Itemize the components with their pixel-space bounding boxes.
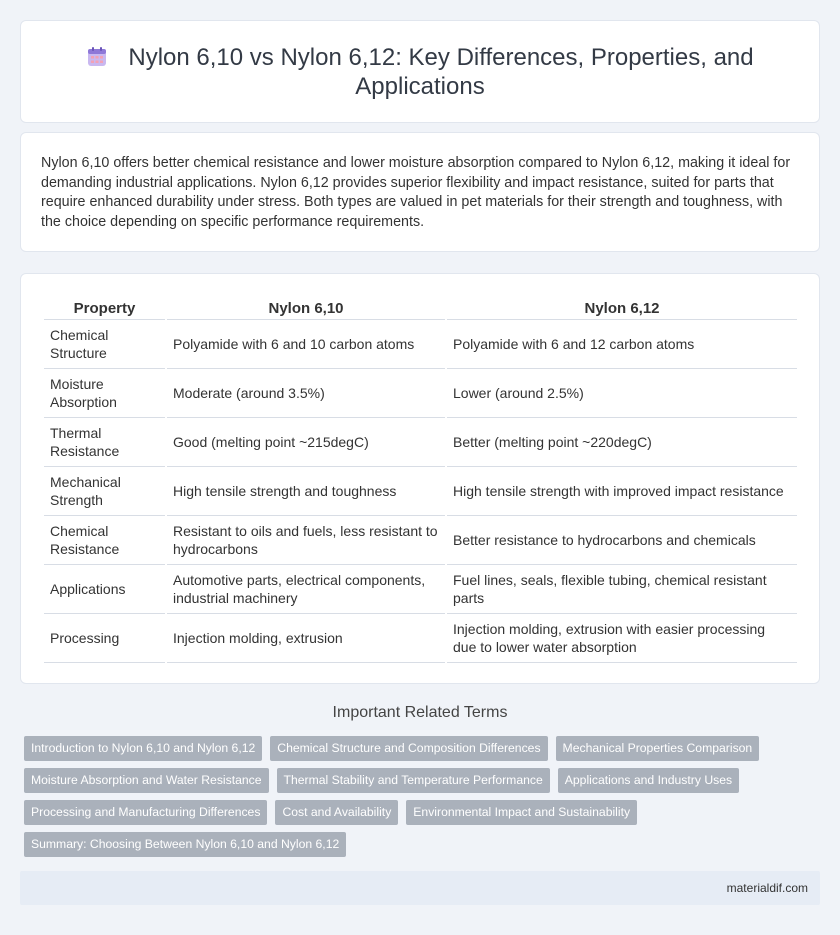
cell-property: Chemical Resistance [44,516,165,565]
footer [20,871,820,905]
intro-paragraph: Nylon 6,10 offers better chemical resistance and lower moisture absorption compared to Nylon 6,12, making it ideal for demanding industrial applications. Nylon 6,12 provides superior flexibility and impact resistance, suited for parts that require enhanced durability under stress. Both types are valued in pet materials for their strength and toughness, with the choice depending on specific performance requirements. [41,155,791,230]
comparison-table-card [20,273,820,684]
cell-property: Moisture Absorption [44,369,165,418]
cell-nylon-612: Fuel lines, seals, flexible tubing, chemical resistant parts [447,565,797,614]
related-term-tag[interactable]: Cost and Availability [275,800,398,825]
page-title [21,43,819,101]
title-card [20,20,820,123]
related-term-tag[interactable]: Chemical Structure and Composition Differences [270,736,547,761]
related-term-tag[interactable]: Thermal Stability and Temperature Performance [277,768,550,793]
table-row [44,614,797,663]
comparison-table [42,294,799,663]
intro-card [20,132,820,252]
page-title-text: Nylon 6,10 vs Nylon 6,12: Key Differences, Properties, and Applications [128,44,754,100]
related-term-tag[interactable]: Mechanical Properties Comparison [556,736,760,761]
related-terms-list [24,736,804,864]
cell-nylon-610: Resistant to oils and fuels, less resistant to hydrocarbons [167,516,445,565]
table-row [44,467,797,516]
cell-nylon-612: Better resistance to hydrocarbons and chemicals [447,516,797,565]
cell-nylon-610: Good (melting point ~215degC) [167,418,445,467]
table-row [44,369,797,418]
cell-property: Chemical Structure [44,320,165,369]
related-term-tag[interactable]: Applications and Industry Uses [558,768,739,793]
cell-property: Mechanical Strength [44,467,165,516]
related-terms-heading: Important Related Terms [332,704,508,721]
table-row [44,320,797,369]
cell-nylon-612: High tensile strength with improved impact resistance [447,467,797,516]
table-row [44,418,797,467]
related-term-tag[interactable]: Summary: Choosing Between Nylon 6,10 and Nylon 6,12 [24,832,346,857]
cell-nylon-610: Injection molding, extrusion [167,614,445,663]
cell-property: Applications [44,565,165,614]
table-row [44,516,797,565]
footer-site-link[interactable]: materialdif.com [726,881,808,895]
cell-nylon-610: Automotive parts, electrical components, industrial machinery [167,565,445,614]
cell-property: Thermal Resistance [44,418,165,467]
related-term-tag[interactable]: Environmental Impact and Sustainability [406,800,637,825]
header-nylon-610: Nylon 6,10 [167,294,445,320]
cell-property: Processing [44,614,165,663]
cell-nylon-610: Polyamide with 6 and 10 carbon atoms [167,320,445,369]
cell-nylon-612: Injection molding, extrusion with easier processing due to lower water absorption [447,614,797,663]
calendar-icon [86,46,108,68]
related-term-tag[interactable]: Moisture Absorption and Water Resistance [24,768,269,793]
header-property: Property [44,294,165,320]
cell-nylon-610: Moderate (around 3.5%) [167,369,445,418]
cell-nylon-612: Better (melting point ~220degC) [447,418,797,467]
related-term-tag[interactable]: Introduction to Nylon 6,10 and Nylon 6,12 [24,736,262,761]
related-term-tag[interactable]: Processing and Manufacturing Differences [24,800,267,825]
cell-nylon-612: Polyamide with 6 and 12 carbon atoms [447,320,797,369]
table-header-row [44,294,797,320]
cell-nylon-612: Lower (around 2.5%) [447,369,797,418]
header-nylon-612: Nylon 6,12 [447,294,797,320]
table-row [44,565,797,614]
cell-nylon-610: High tensile strength and toughness [167,467,445,516]
